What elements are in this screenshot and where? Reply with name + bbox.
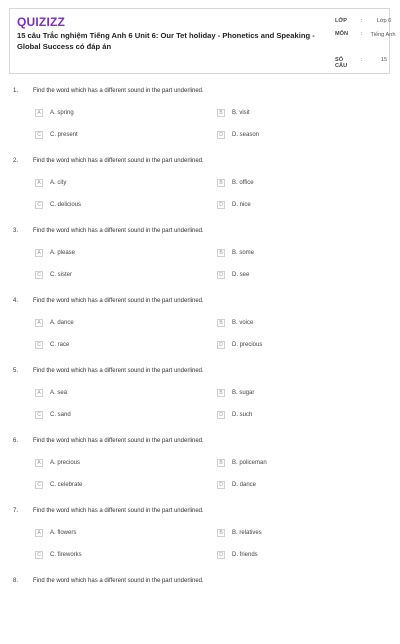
option-text: B. some (232, 250, 255, 256)
option-letter-box: A (35, 459, 43, 467)
option-letter-box: C (35, 271, 43, 279)
option-text: C. present (50, 132, 78, 138)
option-letter-box: D (217, 551, 225, 559)
option-text: D. season (232, 132, 260, 138)
meta-value: 15 (380, 57, 388, 63)
question-number: 1. (13, 88, 19, 94)
meta-label: MÔN (335, 31, 349, 37)
question-number: 7. (13, 508, 19, 514)
question-item (0, 504, 400, 574)
worksheet-title: 15 câu Trắc nghiệm Tiếng Anh 6 Unit 6: Our Tet holiday - Phonetics and Speaking - Global Success có đáp án (17, 31, 315, 51)
option-letter-box: B (217, 389, 225, 397)
option-text: D. dance (232, 482, 257, 488)
option-letter-box: B (217, 459, 225, 467)
question-item (0, 434, 400, 504)
quizizz-logo: QUIZIZZ (17, 15, 66, 29)
question-item (0, 154, 400, 224)
question-text: Find the word which has a different sound in the part underlined. (33, 158, 204, 164)
question-item (0, 84, 400, 154)
option-text: B. visit (232, 110, 250, 116)
option-text: C. sand (50, 412, 71, 418)
option-text: B. sugar (232, 390, 255, 396)
option-text: D. such (232, 412, 253, 418)
option-letter-box: A (35, 249, 43, 257)
option-letter-box: A (35, 109, 43, 117)
option-text: B. office (232, 180, 254, 186)
question-text: Find the word which has a different sound in the part underlined. (33, 368, 204, 374)
question-text: Find the word which has a different sound in the part underlined. (33, 228, 204, 234)
option-text: C. race (50, 342, 70, 348)
question-number: 3. (13, 228, 19, 234)
option-text: D. precious (232, 342, 263, 348)
question-text: Find the word which has a different sound in the part underlined. (33, 578, 204, 584)
question-item (0, 364, 400, 434)
option-text: A. please (50, 250, 76, 256)
question-number: 5. (13, 368, 19, 374)
question-item (0, 574, 400, 644)
option-letter-box: B (217, 179, 225, 187)
option-letter-box: C (35, 341, 43, 349)
worksheet-header (9, 8, 396, 74)
option-text: A. flowers (50, 530, 77, 536)
option-text: C. fireworks (50, 552, 82, 558)
option-text: D. nice (232, 202, 251, 208)
option-text: D. friends (232, 552, 258, 558)
option-letter-box: B (217, 319, 225, 327)
question-number: 2. (13, 158, 19, 164)
option-text: A. dance (50, 320, 74, 326)
meta-colon: : (361, 18, 363, 24)
option-letter-box: C (35, 131, 43, 139)
option-letter-box: C (35, 201, 43, 209)
meta-value: Tiếng Anh (370, 32, 396, 38)
option-letter-box: D (217, 131, 225, 139)
option-text: C. delicious (50, 202, 82, 208)
meta-colon: : (361, 57, 363, 63)
question-text: Find the word which has a different sound in the part underlined. (33, 508, 204, 514)
option-letter-box: C (35, 481, 43, 489)
option-text: D. see (232, 272, 250, 278)
option-text: A. sea (50, 390, 68, 396)
question-number: 8. (13, 578, 19, 584)
question-number: 6. (13, 438, 19, 444)
option-letter-box: C (35, 551, 43, 559)
option-letter-box: D (217, 411, 225, 419)
question-text: Find the word which has a different sound in the part underlined. (33, 298, 204, 304)
option-text: B. voice (232, 320, 254, 326)
option-text: C. celebrate (50, 482, 83, 488)
option-letter-box: C (35, 411, 43, 419)
option-letter-box: A (35, 179, 43, 187)
meta-label: LỚP (335, 18, 347, 24)
option-letter-box: A (35, 529, 43, 537)
option-letter-box: B (217, 109, 225, 117)
option-letter-box: D (217, 271, 225, 279)
option-text: A. spring (50, 110, 74, 116)
question-item (0, 224, 400, 294)
question-text: Find the word which has a different sound in the part underlined. (33, 438, 204, 444)
option-letter-box: A (35, 389, 43, 397)
option-letter-box: B (217, 529, 225, 537)
question-number: 4. (13, 298, 19, 304)
option-text: B. relatives (232, 530, 262, 536)
option-letter-box: A (35, 319, 43, 327)
option-text: B. policeman (232, 460, 267, 466)
option-letter-box: D (217, 341, 225, 349)
meta-label: SỐ CÂU (335, 57, 348, 69)
option-letter-box: D (217, 481, 225, 489)
option-text: C. sister (50, 272, 73, 278)
option-text: A. city (50, 180, 67, 186)
question-item (0, 294, 400, 364)
option-text: A. precious (50, 460, 81, 466)
option-letter-box: B (217, 249, 225, 257)
option-letter-box: D (217, 201, 225, 209)
meta-colon: : (361, 31, 363, 37)
meta-value: Lớp 6 (376, 18, 392, 24)
question-text: Find the word which has a different sound in the part underlined. (33, 88, 204, 94)
